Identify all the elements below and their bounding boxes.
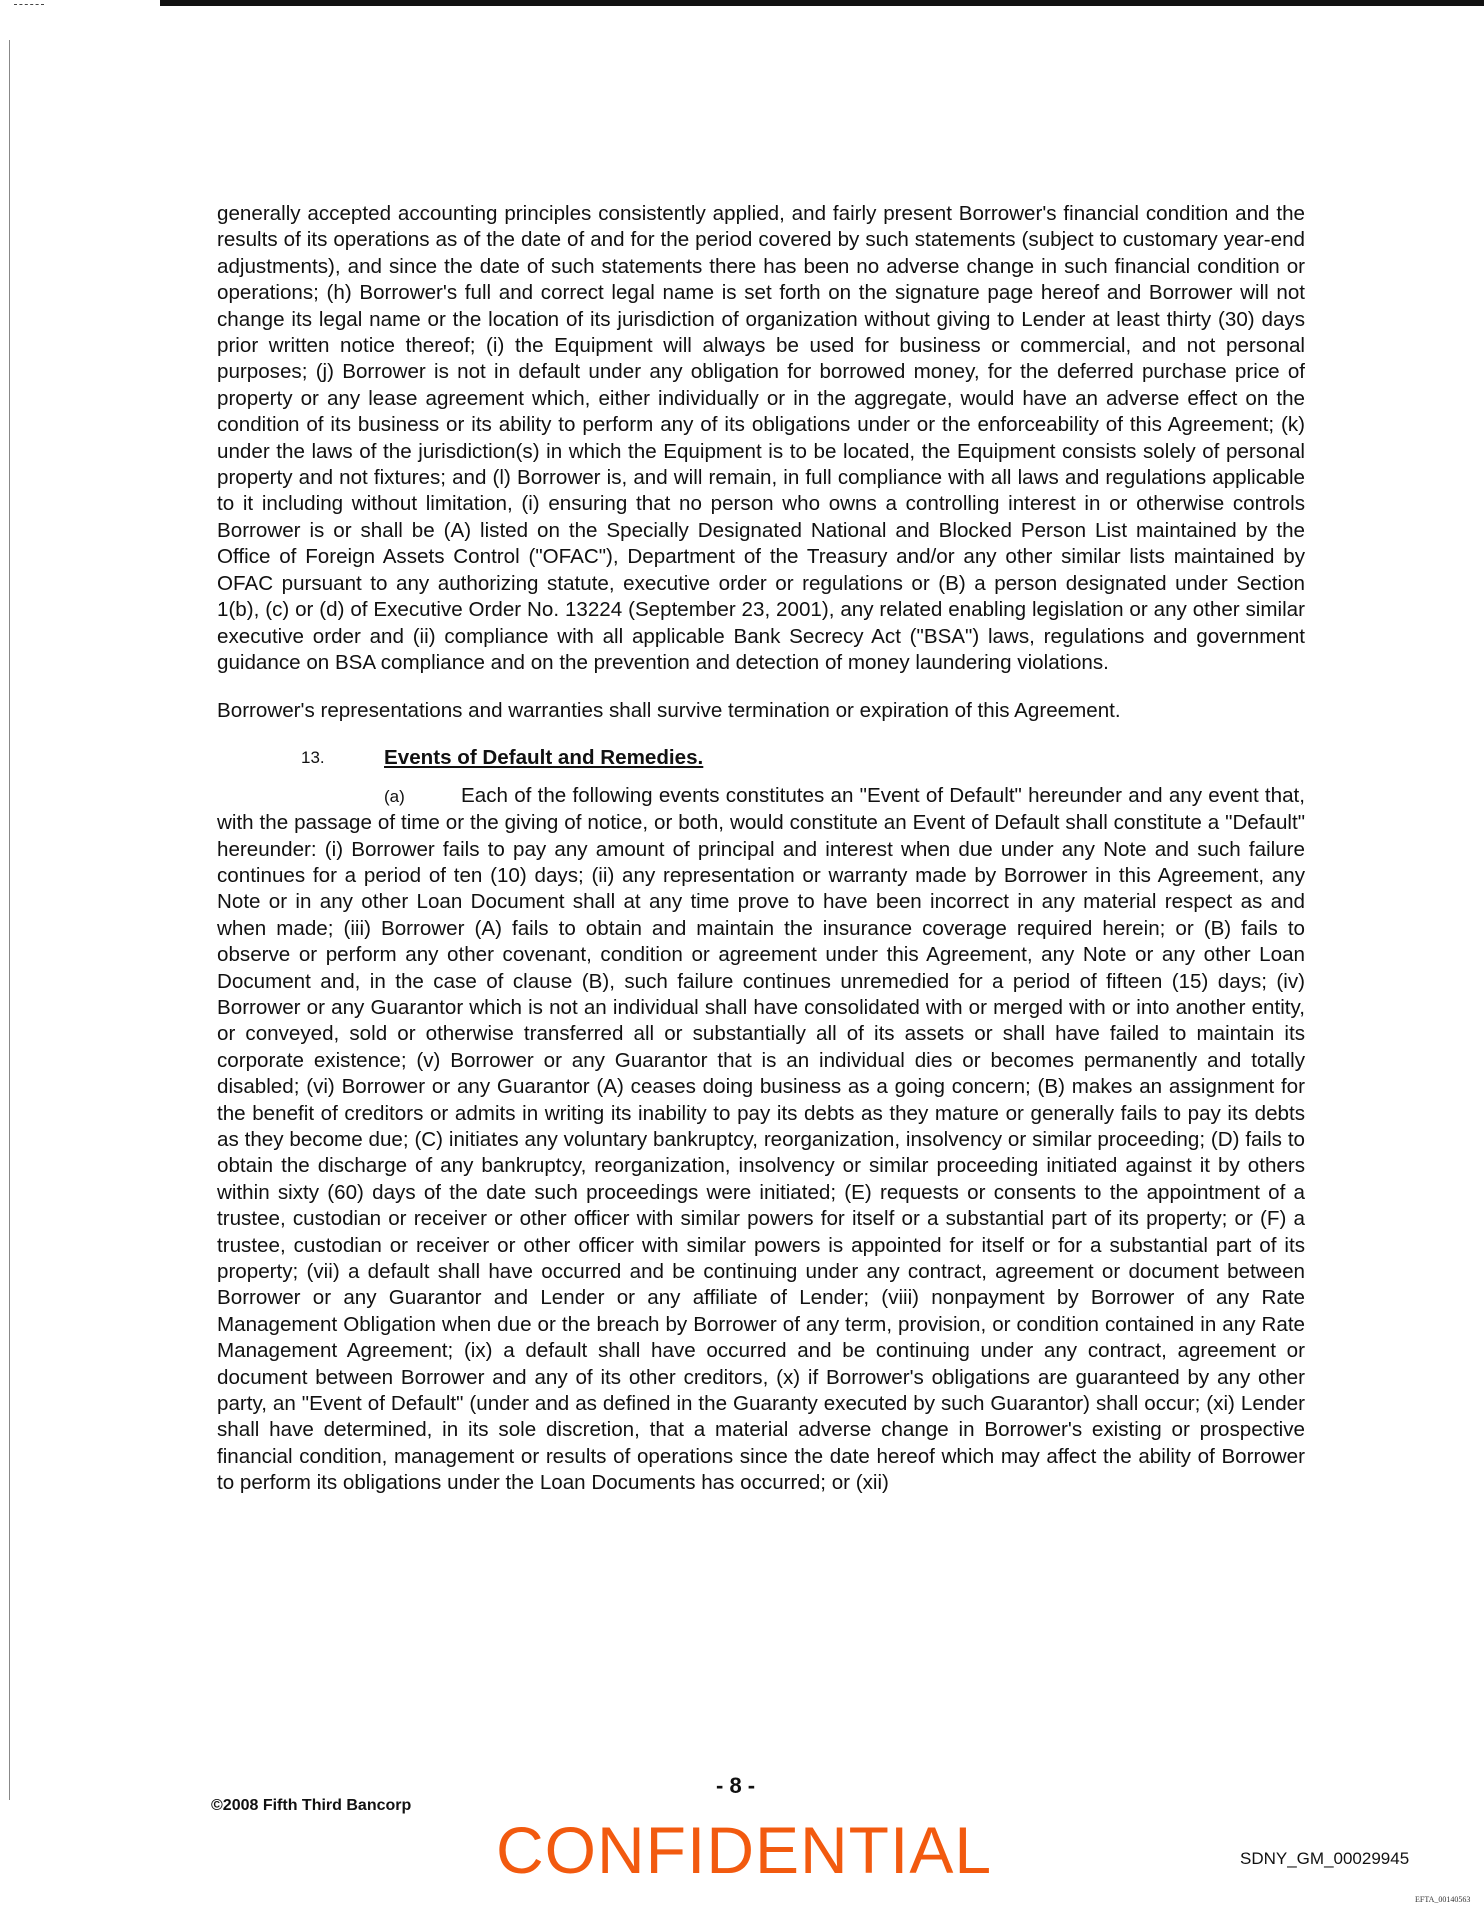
copyright-notice: ©2008 Fifth Third Bancorp xyxy=(211,1797,412,1814)
page-body xyxy=(217,201,1305,1497)
page-number: - 8 - xyxy=(716,1773,756,1798)
section-heading xyxy=(217,745,1305,771)
confidential-stamp: CONFIDENTIAL xyxy=(496,1813,993,1887)
scan-mark xyxy=(14,4,44,7)
paragraph-events-of-default xyxy=(217,783,1305,1497)
left-edge-line xyxy=(9,40,10,1800)
section-number: 13. xyxy=(301,747,325,767)
top-rule xyxy=(160,0,1484,6)
subsection-label: (a) xyxy=(384,786,405,806)
paragraph-survival: Borrower's representations and warranties shall survive termination or expiration of this Agreement. xyxy=(217,699,1121,723)
document-id: SDNY_GM_00029945 xyxy=(1240,1849,1410,1868)
paragraph-representations: generally accepted accounting principles consistently applied, and fairly present Borrower's financial condition and the results of its operations as of the date of and for the period covered by such statements (subject to customary year-end adjustments), and since the date of such statements there has been no adverse change in such financial condition or operations; (h) Borrower's full and correct legal name is set forth on the signature page hereof and Borrower will not change its legal name or the location of its jurisdiction of organization without giving to Lender at least thirty (30) days prior written notice thereof; (i) the Equipment will always be used for business or commercial, and not personal purposes; (j) Borrower is not in default under any obligation for borrowed money, for the deferred purchase price of property or any lease agreement which, either individually or in the aggregate, would have an adverse effect on the condition of its business or its ability to perform any of its obligations under or the enforceability of this Agreement; (k) under the laws of the jurisdiction(s) in which the Equipment is to be located, the Equipment consists solely of personal property and not fixtures; and (l) Borrower is, and will remain, in full compliance with all laws and regulations applicable to it including without limitation, (i) ensuring that no person who owns a controlling interest in or otherwise controls Borrower is or shall be (A) listed on the Specially Designated National and Blocked Person List maintained by the Office of Foreign Assets Control ("OFAC"), Department of the Treasury and/or any other similar lists maintained by OFAC pursuant to any authorizing statute, executive order or regulations or (B) a person designated under Section 1(b), (c) or (d) of Executive Order No. 13224 (September 23, 2001), any related enabling legislation or any other similar executive order and (ii) compliance with all applicable Bank Secrecy Act ("BSA") laws, regulations and government guidance on BSA compliance and on the prevention and detection of money laundering violations. xyxy=(217,202,1305,674)
section-title: Events of Default and Remedies. xyxy=(384,745,704,769)
subsection-text: Each of the following events constitutes an "Event of Default" hereunder and any event that, with the passage of time or the giving of notice, or both, would constitute an Event of Default shall constitute a "Default" hereunder: (i) Borrower fails to pay any amount of principal and interest when due under any Note and such failure continues for a period of ten (10) days; (ii) any representation or warranty made by Borrower in this Agreement, any Note or in any other Loan Document shall at any time prove to have been incorrect in any material respect as and when made; (iii) Borrower (A) fails to obtain and maintain the insurance coverage required herein; or (B) fails to observe or perform any other covenant, condition or agreement under this Agreement, any Note or any other Loan Document and, in the case of clause (B), such failure continues unremedied for a period of fifteen (15) days; (iv) Borrower or any Guarantor which is not an individual shall have consolidated with or merged with or into another entity, or conveyed, sold or otherwise transferred all or substantially all of its assets or shall have failed to maintain its corporate existence; (v) Borrower or any Guarantor that is an individual dies or becomes permanently and totally disabled; (vi) Borrower or any Guarantor (A) ceases doing business as a going concern; (B) makes an assignment for the benefit of creditors or admits in writing its inability to pay its debts as they mature or generally fails to pay its debts as they become due; (C) initiates any voluntary bankruptcy, reorganization, insolvency or similar proceeding; (D) fails to obtain the discharge of any bankruptcy, reorganization, insolvency or similar proceeding initiated against it by others within sixty (60) days of the date such proceedings were initiated; (E) requests or consents to the appointment of a trustee, custodian or receiver or other officer with similar powers for itself or a substantial part of its property; or (F) a trustee, custodian or receiver or other officer with similar powers is appointed for itself or for a substantial part of its property; (vii) a default shall have occurred and be continuing under any contract, agreement or document between Borrower or any Guarantor and Lender or any affiliate of Lender; (viii) nonpayment by Borrower of any Rate Management Obligation when due or the breach by Borrower of any term, provision, or condition contained in any Rate Management Agreement; (ix) a default shall have occurred and be continuing under any contract, agreement or document between Borrower and any of its other creditors, (x) if Borrower's obligations are guaranteed by any other party, an "Event of Default" (under and as defined in the Guaranty executed by such Guarantor) shall occur; (xi) Lender shall have determined, in its sole discretion, that a material adverse change in Borrower's existing or prospective financial condition, management or results of operations since the date hereof which may affect the ability of Borrower to perform its obligations under the Loan Documents has occurred; or (xii) xyxy=(217,783,1305,1495)
bates-id: EFTA_00140563 xyxy=(1415,1895,1471,1904)
